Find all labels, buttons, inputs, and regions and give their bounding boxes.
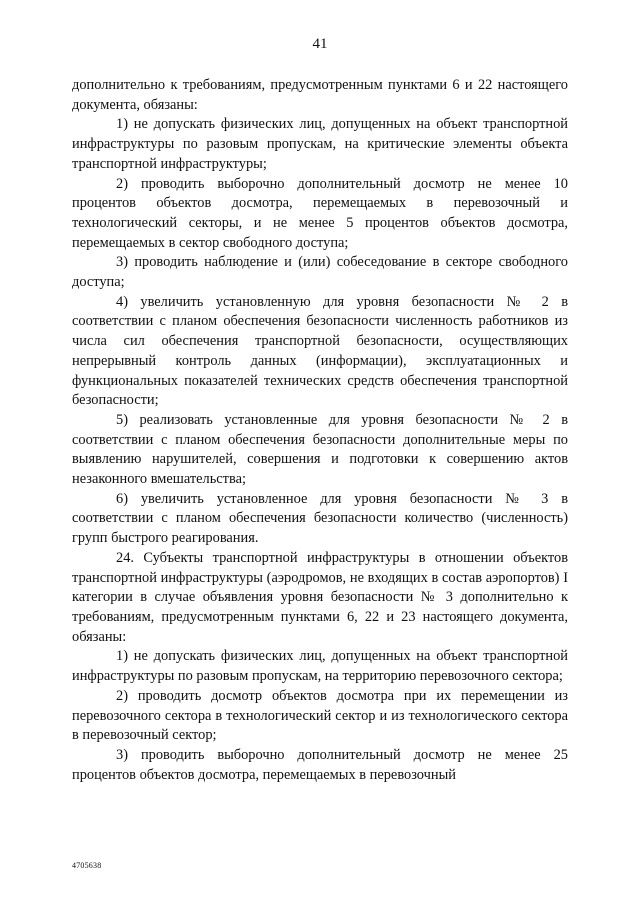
paragraph-section-24-item-3: 3) проводить выборочно дополнительный досмотр не менее 25 процентов объектов досмотра, перемещаемых в перевозочный: [72, 746, 568, 783]
paragraph-item-6: 6) увеличить установленное для уровня безопасности № 3 в соответствии с планом обеспечения безопасности количество (численность) групп быстрого реагирования.: [72, 490, 568, 547]
paragraph-item-3: 3) проводить наблюдение и (или) собеседование в секторе свободного доступа;: [72, 254, 568, 291]
paragraph-item-4: 4) увеличить установленную для уровня безопасности № 2 в соответствии с планом обеспечения безопасности численность работников из числа сил обеспечения транспортной безопасности, осуществляющих непрерывный контроль данных (информации), эксплуатационных и функциональных показателей технических средств обеспечения транспортной безопасности;: [72, 293, 568, 409]
document-code: 4705638: [72, 861, 102, 870]
paragraph-intro-continuation: дополнительно к требованиям, предусмотренным пунктами 6 и 22 настоящего документа, обязаны:: [72, 77, 568, 113]
paragraph-section-24-item-2: 2) проводить досмотр объектов досмотра при их перемещении из перевозочного сектора в технологический сектор и из технологического сектора в перевозочный сектор;: [72, 687, 568, 744]
paragraph-item-5: 5) реализовать установленные для уровня безопасности № 2 в соответствии с планом обеспечения безопасности дополнительные меры по выявлению нарушителей, совершения и подготовки к совершению актов незаконного вмешательства;: [72, 411, 568, 488]
paragraph-section-24: 24. Субъекты транспортной инфраструктуры в отношении объектов транспортной инфраструктуры (аэродромов, не входящих в состав аэропортов) I категории в случае объявления уровня безопасности № 3 дополнительно к требованиям, предусмотренным пунктами 6, 22 и 23 настоящего документа, обязаны:: [72, 549, 568, 645]
paragraph-item-2: 2) проводить выборочно дополнительный досмотр не менее 10 процентов объектов досмотра, перемещаемых в перевозочный и технологический секторы, и не менее 5 процентов объектов досмотра, перемещаемых в сектор свободного доступа;: [72, 175, 568, 251]
paragraph-section-24-item-1: 1) не допускать физических лиц, допущенных на объект транспортной инфраструктуры по разовым пропускам, на территорию перевозочного сектора;: [72, 648, 568, 685]
document-body: [72, 76, 568, 785]
page-number: 41: [312, 36, 328, 52]
paragraph-item-1: 1) не допускать физических лиц, допущенных на объект транспортной инфраструктуры по разовым пропускам, на критические элементы объекта транспортной инфраструктуры;: [72, 116, 568, 172]
